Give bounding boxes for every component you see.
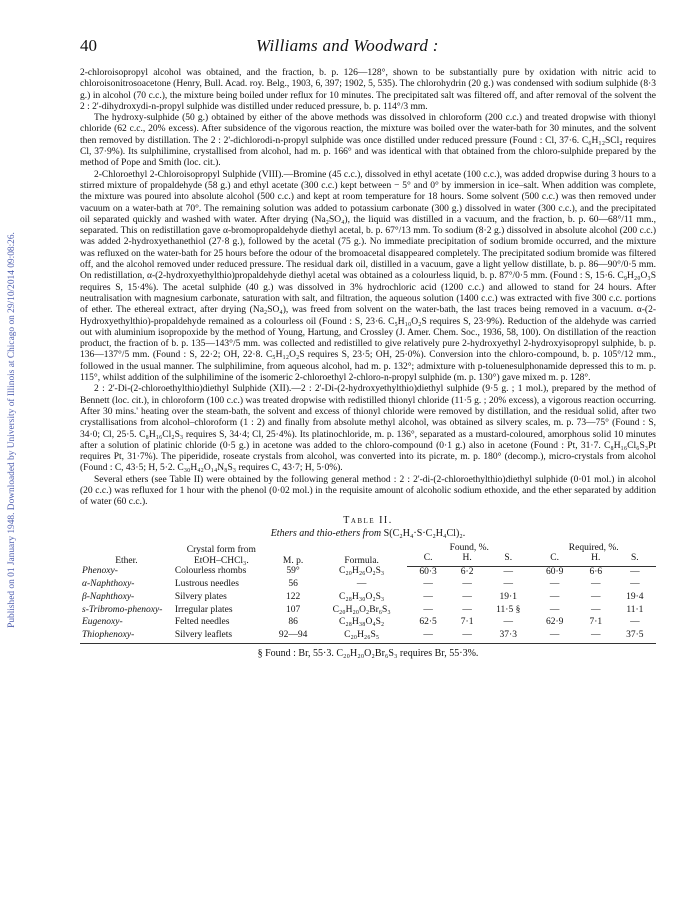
- table-caption: [80, 528, 656, 539]
- cell-formula: C₂₈H₃₈O₄S₂: [339, 617, 385, 628]
- header-formula: Formula.: [344, 555, 379, 566]
- cell-crystal-form: Felted needles: [174, 617, 230, 628]
- page-header: [80, 36, 656, 58]
- header-required-c: C.: [531, 553, 577, 566]
- cell-found-s: —: [503, 617, 513, 628]
- cell-required-h: 7·1: [589, 617, 603, 628]
- table-row: [80, 566, 656, 579]
- cell-formula: C₂₀H₂₆O₂S₃: [339, 566, 385, 577]
- cell-formula: C₂₀H₂₆S₅: [316, 630, 407, 644]
- paragraph-chlorohydrin: 2-chloroisopropyl alcohol was obtained, and the fraction, b. p. 126—128°, shown to be substantially pure by oxidation with nitric acid to chloroisonitrosoacetone (Henry, Bull. Acad. roy. Belg., 1903, 6, 397; 1902, 5, 535). The chlorohydrin (20 g.) was condensed with sodium sulphide (8·3 g.) in alcohol (70 c.c.), the mixture being boiled under reflux for 10 minutes. The precipitated salt was filtered off, and after removal of the solvent the 2 : 2'-dihydroxydi-n-propyl sulphide was distilled under reduced pressure, b. p. 114°/3 mm.: [80, 68, 656, 112]
- table-title: Table II.: [343, 514, 393, 526]
- cell-crystal-form: Colourless rhombs: [174, 566, 247, 577]
- header-ether: Ether.: [115, 555, 138, 566]
- cell-found-c: —: [423, 579, 433, 590]
- cell-mp: 86: [288, 617, 298, 628]
- cell-found-c: —: [423, 604, 433, 615]
- header-found-c: C.: [407, 553, 449, 566]
- table-caption-text: Ethers and thio-ethers from: [270, 527, 382, 539]
- cell-required-c: —: [549, 591, 560, 602]
- paragraph-chloroisopropyl-sulphide: 2-Chloroethyl 2-Chloroisopropyl Sulphide (VIII).—Bromine (45 c.c.), dissolved in ethyl acetate (100 c.c.), was added dropwise during 3 hours to a stirred mixture of propaldehyde (58 g.) and ethyl acetate (300 c.c.) kept between − 5° and 0° by immersion in ice–salt. When addition was complete, the mixture was poured into absolute alcohol (500 c.c.) and kept at room temperature for 18 hours. Some solvent (500 c.c.) was then removed under vacuum on a water-bath at 70°. The remaining solution was added to potassium carbonate (300 g.) dissolved in water (300 c.c.), and the precipitated oil separated quickly and washed with water. After drying (Na₂SO₄), the liquid was distilled in a vacuum, and the fraction, b. p. 60—68°/11 mm., separated. This on redistillation gave α-bromopropaldehyde diethyl acetal, b. p. 67°/13 mm. To sodium (8·2 g.) dissolved in absolute alcohol (200 c.c.) was added 2-hydroxyethanethiol (27·8 g.), followed by the acetal (75 g.). No immediate precipitation of sodium bromide occurred, and the mixture was refluxed on the water-bath for 25 hours before the odour of the bromoacetal disappeared completely. The precipitated sodium bromide was filtered off, and the alcohol removed under reduced pressure. The residual dark oil, distilled in a vacuum, gave a light yellow distillate, b. p. 86—90°/0·5 mm. On redistillation, α-(2-hydroxyethylthio)propaldehyde diethyl acetal was obtained as a colourless liquid, b. p. 87°/0·5 mm. (Found : S, 15·6. C₉H₂₀O₃S requires S, 15·4%). The acetal sulphide (40 g.) was dissolved in 3% hydrochloric acid (1200 c.c.) and allowed to stand for 24 hours. After neutralisation with magnesium carbonate, saturation with salt, and filtration, the aqueous solution (1400 c.c.) was extracted with five 300 c.c. portions of ether. The ethereal extract, after drying (Na₂SO₄), was freed from solvent on the water-bath, the last traces being removed in a vacuum. α-(2-Hydroxyethylthio)-propaldehyde remained as a colourless oil (Found : S, 23·6. C₅H₁₀O₂S requires S, 23·9%). Reduction of the aldehyde was carried out with aluminium isopropoxide by the method of Young, Hartung, and Crossley (J. Amer. Chem. Soc., 1936, 58, 100). On distillation of the reaction product, the fraction of b. p. 135—143°/5 mm. was collected and redistilled to give relatively pure 2-hydroxyethyl 2-hydroxyisopropyl sulphide, b. p. 136—137°/5 mm. (Found : S, 22·2; OH, 22·8. C₅H₁₂O₂S requires S, 23·5; OH, 25·0%). Conversion into the chloro-compound, b. p. 105°/12 mm., followed in the usual manner. The sulphilimine, from aqueous alcohol, had m. p. 132°; admixture with p-toluenesulphonamide depressed this to m. p. 115°, whilst addition of the sulphilimine of the isomeric 2-chloroethyl 2-chloro-n-propyl sulphide (m. p. 130°) gave mixed m. p. 128°.: [80, 169, 656, 384]
- page-number: 40: [80, 36, 97, 55]
- cell-found-c: 60·3: [419, 566, 437, 577]
- cell-required-h: —: [578, 630, 614, 644]
- cell-required-h: —: [591, 604, 601, 615]
- cell-found-h: —: [462, 579, 472, 590]
- cell-required-c: —: [549, 604, 560, 615]
- cell-required-c: 62·9: [545, 617, 564, 628]
- cell-required-h: —: [591, 579, 601, 590]
- table-footnote: § Found : Br, 55·3. C₂₀H₂₀O₂Br₆S₃ requires Br, 55·3%.: [257, 648, 479, 660]
- table-row: [80, 630, 656, 644]
- paragraph-ethers-method: Several ethers (see Table II) were obtained by the following general method : 2 : 2'-di-(2-chloroethylthio)diethyl sulphide (0·01 mol.) in alcohol (20 c.c.) was refluxed for 1 hour with the phenol (0·02 mol.) in the requisite amount of alcoholic sodium ethoxide, and the ether separated by addition of water (60 c.c.).: [80, 474, 656, 508]
- header-crystal-form: Crystal form from EtOH–CHCl₃.: [186, 545, 256, 566]
- cell-crystal-form: Lustrous needles: [174, 579, 239, 590]
- cell-crystal-form: Irregular plates: [174, 604, 233, 615]
- header-required-s: S.: [614, 553, 656, 566]
- cell-found-s: 19·1: [499, 591, 517, 602]
- cell-required-c: 60·9: [545, 566, 564, 577]
- cell-ether: Thiophenoxy-: [80, 630, 173, 644]
- download-watermark: [6, 130, 18, 730]
- paragraph-diethyl-sulphide: 2 : 2'-Di-(2-chloroethylthio)diethyl Sulphide (XII).—2 : 2'-Di-(2-hydroxyethylthio)diethyl sulphide (9·5 g. ; 1 mol.), prepared by the method of Bennett (loc. cit.), in chloroform (100 c.c.) was treated dropwise with redistilled thionyl chloride (11·5 g. ; 20% excess), a vigorous reaction occurring. After 30 mins.' heating over the steam-bath, the solvent and excess of thionyl chloride were removed by distillation, and the residual solid, after two crystallisations from alcohol–chloroform (1 : 2) and finally from absolute methyl alcohol, was obtained as silvery scales, m. p. 73—75° (Found : S, 34·0; Cl, 25·5. C₈H₁₆Cl₂S₃ requires S, 34·4; Cl, 25·4%). Its platinochloride, m. p. 136°, separated as a mustard-coloured, amorphous solid 10 minutes after a solution of platinic chloride (0·5 g.) in acetone was added to the chloro-compound (0·1 g.) also in acetone (Found : Pt, 31·7. C₈H₁₆Cl₆S₃Pt requires Pt, 31·7%). The piperidide, roseate crystals from alcohol, was converted into its picrate, m. p. 180° (decomp.), micro-crystals from alcohol (Found : C, 43·5; H, 5·2. C₃₀H₄₂O₁₄N₈S₃ requires C, 43·7; H, 5·0%).: [80, 384, 656, 474]
- cell-mp: 107: [285, 604, 301, 615]
- cell-found-h: —: [449, 630, 485, 644]
- cell-found-h: —: [462, 591, 472, 602]
- cell-found-c: —: [423, 591, 433, 602]
- cell-crystal-form: Silvery plates: [174, 591, 227, 602]
- table-row: [80, 617, 656, 630]
- cell-ether: Eugenoxy-: [82, 617, 123, 628]
- cell-required-s: 11·1: [626, 604, 644, 615]
- cell-formula: C₂₈H₃₀O₂S₃: [339, 591, 385, 602]
- cell-formula: —: [356, 579, 367, 590]
- cell-mp: 56: [288, 579, 298, 590]
- cell-required-c: —: [549, 579, 560, 590]
- cell-ether: Phenoxy-: [82, 566, 118, 577]
- cell-found-h: —: [462, 604, 472, 615]
- cell-required-s: —: [630, 566, 640, 577]
- cell-mp: 122: [285, 591, 301, 602]
- cell-found-s: —: [503, 579, 513, 590]
- cell-required-h: 6·6: [589, 566, 603, 577]
- cell-ether: s-Tribromo-phenoxy-: [82, 604, 163, 615]
- cell-found-s: 11·5 §: [496, 604, 521, 615]
- cell-crystal-form: Silvery leaflets: [173, 630, 270, 644]
- cell-found-c: —: [407, 630, 449, 644]
- cell-found-c: 62·5: [419, 617, 437, 628]
- cell-required-s: 19·4: [626, 591, 644, 602]
- header-required-h: H.: [578, 553, 614, 566]
- cell-mp: 59°: [286, 566, 300, 577]
- table-row: [80, 579, 656, 592]
- page: [80, 36, 656, 659]
- header-found-s: S.: [485, 553, 531, 566]
- article-body: [80, 68, 656, 509]
- cell-ether: α-Naphthoxy-: [82, 579, 135, 590]
- cell-required-c: —: [531, 630, 577, 644]
- cell-found-s: —: [503, 566, 513, 577]
- table-row: [80, 592, 656, 605]
- cell-formula: C₂₀H₂₀O₂Br₆S₃: [332, 604, 391, 615]
- cell-found-s: 37·3: [485, 630, 531, 644]
- table-row: [80, 605, 656, 618]
- download-watermark-text: Published on 01 January 1948. Downloaded by University of Illinois at Chicago on 29/10/2014 09:08:26.: [7, 232, 17, 628]
- cell-ether: β-Naphthoxy-: [82, 591, 135, 602]
- cell-mp: 92—94: [270, 630, 316, 644]
- paragraph-hydroxy-sulphide: The hydroxy-sulphide (50 g.) obtained by either of the above methods was dissolved in chloroform (200 c.c.) and treated dropwise with thionyl chloride (62 c.c., 20% excess). After subsidence of the vigorous reaction, the mixture was boiled over the water-bath for 30 minutes, and the solvent then removed by distillation. The 2 : 2'-dichlorodi-n-propyl sulphide was once distilled under reduced pressure (Found : Cl, 37·6. C₆H₁₂SCl₂ requires Cl, 37·9%). Its sulphilimine, crystallised from alcohol, had m. p. 166° and was identical with that obtained from the chloro-sulphide prepared by the method of Pope and Smith (loc. cit.).: [80, 113, 656, 169]
- cell-found-h: 7·1: [460, 617, 474, 628]
- cell-required-s: 37·5: [614, 630, 656, 644]
- cell-found-h: 6·2: [460, 566, 474, 577]
- header-found-h: H.: [449, 553, 485, 566]
- cell-required-s: —: [630, 617, 640, 628]
- header-mp: M. p.: [282, 555, 304, 566]
- header-required: Required, %.: [568, 542, 619, 553]
- running-title: Williams and Woodward :: [256, 36, 439, 55]
- ethers-table: [80, 543, 656, 645]
- cell-required-s: —: [630, 579, 640, 590]
- header-found: Found, %.: [449, 542, 489, 553]
- cell-required-h: —: [591, 591, 601, 602]
- table-caption-formula: S(C₂H₄·S·C₂H₄Cl)₂.: [383, 527, 466, 539]
